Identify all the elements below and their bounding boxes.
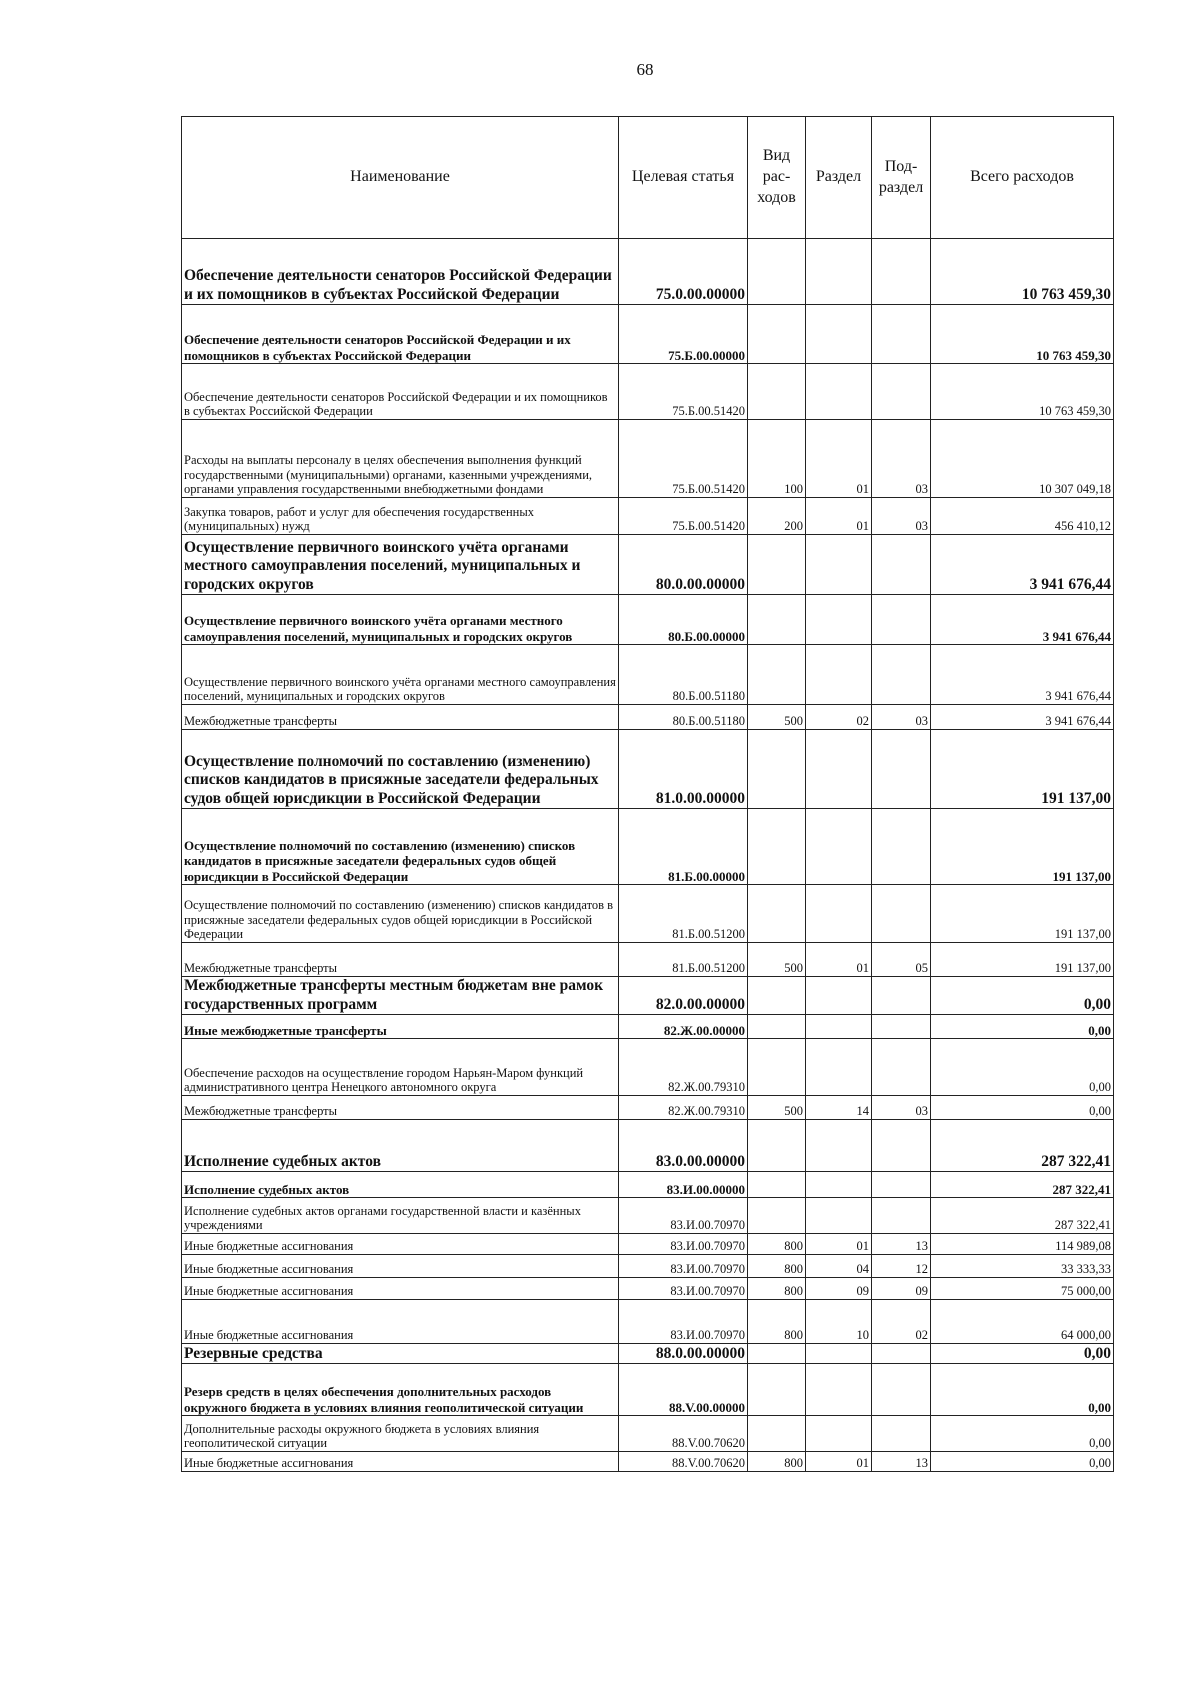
cell-section (806, 977, 872, 1015)
cell-code: 75.Б.00.51420 (619, 498, 748, 535)
cell-name: Иные бюджетные ассигнования (182, 1300, 619, 1344)
cell-name: Исполнение судебных актов (182, 1120, 619, 1172)
header-subsection: Под-раздел (872, 117, 931, 239)
table-row (182, 1278, 1114, 1300)
header-expense-type: Вид рас-ходов (748, 117, 806, 239)
cell-expense-type (748, 977, 806, 1015)
header-total: Всего расходов (931, 117, 1114, 239)
cell-expense-type: 800 (748, 1234, 806, 1255)
cell-expense-type (748, 1120, 806, 1172)
cell-section (806, 730, 872, 809)
cell-section (806, 1039, 872, 1096)
cell-code: 80.Б.00.51180 (619, 705, 748, 730)
cell-expense-type (748, 1198, 806, 1234)
cell-total: 0,00 (931, 1015, 1114, 1039)
table-row (182, 1120, 1114, 1172)
cell-section: 01 (806, 420, 872, 498)
cell-expense-type: 800 (748, 1452, 806, 1472)
cell-total: 287 322,41 (931, 1120, 1114, 1172)
cell-subsection (872, 645, 931, 705)
cell-subsection (872, 1015, 931, 1039)
table-row (182, 730, 1114, 809)
cell-expense-type (748, 1344, 806, 1364)
cell-expense-type: 800 (748, 1300, 806, 1344)
cell-subsection (872, 977, 931, 1015)
cell-code: 80.0.00.00000 (619, 535, 748, 595)
table-row (182, 1234, 1114, 1255)
table-row (182, 705, 1114, 730)
cell-expense-type: 500 (748, 943, 806, 977)
table-row (182, 1172, 1114, 1198)
cell-section: 01 (806, 1452, 872, 1472)
table-row (182, 1416, 1114, 1452)
cell-name: Обеспечение расходов на осуществление городом Нарьян-Маром функций административного центра Ненецкого автономного округа (182, 1039, 619, 1096)
cell-subsection (872, 239, 931, 305)
cell-subsection: 05 (872, 943, 931, 977)
table-row (182, 239, 1114, 305)
cell-code: 81.Б.00.51200 (619, 885, 748, 943)
cell-expense-type: 800 (748, 1255, 806, 1278)
cell-name: Расходы на выплаты персоналу в целях обеспечения выполнения функций государственными (муниципальными) органами, казенными учреждениями, органами управления государственными внебюджетными фондами (182, 420, 619, 498)
cell-expense-type (748, 535, 806, 595)
cell-expense-type (748, 645, 806, 705)
table-row (182, 498, 1114, 535)
cell-subsection: 03 (872, 420, 931, 498)
cell-section: 14 (806, 1096, 872, 1120)
budget-table (181, 116, 1114, 1472)
cell-total: 191 137,00 (931, 885, 1114, 943)
cell-subsection (872, 730, 931, 809)
cell-code: 83.И.00.70970 (619, 1234, 748, 1255)
cell-total: 456 410,12 (931, 498, 1114, 535)
cell-code: 82.Ж.00.79310 (619, 1039, 748, 1096)
cell-section (806, 595, 872, 645)
cell-subsection: 09 (872, 1278, 931, 1300)
table-row (182, 364, 1114, 420)
cell-name: Обеспечение деятельности сенаторов Российской Федерации и их помощников в субъектах Российской Федерации (182, 239, 619, 305)
cell-section (806, 1015, 872, 1039)
header-row (182, 117, 1114, 239)
cell-total: 0,00 (931, 1096, 1114, 1120)
cell-total: 10 763 459,30 (931, 305, 1114, 364)
cell-total: 3 941 676,44 (931, 645, 1114, 705)
cell-total: 0,00 (931, 1039, 1114, 1096)
cell-code: 75.Б.00.51420 (619, 364, 748, 420)
cell-total: 10 763 459,30 (931, 364, 1114, 420)
cell-expense-type (748, 1172, 806, 1198)
cell-subsection: 03 (872, 705, 931, 730)
cell-section (806, 305, 872, 364)
cell-code: 80.Б.00.51180 (619, 645, 748, 705)
header-target-article: Целевая статья (619, 117, 748, 239)
cell-code: 83.И.00.70970 (619, 1278, 748, 1300)
cell-name: Обеспечение деятельности сенаторов Российской Федерации и их помощников в субъектах Российской Федерации (182, 305, 619, 364)
cell-code: 75.Б.00.51420 (619, 420, 748, 498)
cell-name: Межбюджетные трансферты (182, 943, 619, 977)
cell-name: Межбюджетные трансферты местным бюджетам вне рамок государственных программ (182, 977, 619, 1015)
cell-subsection (872, 364, 931, 420)
cell-expense-type: 500 (748, 705, 806, 730)
cell-name: Осуществление первичного воинского учёта органами местного самоуправления поселений, муниципальных и городских округов (182, 645, 619, 705)
cell-section (806, 885, 872, 943)
cell-subsection (872, 595, 931, 645)
cell-code: 82.0.00.00000 (619, 977, 748, 1015)
cell-section (806, 239, 872, 305)
cell-subsection: 03 (872, 1096, 931, 1120)
cell-expense-type (748, 364, 806, 420)
cell-total: 10 307 049,18 (931, 420, 1114, 498)
cell-name: Иные межбюджетные трансферты (182, 1015, 619, 1039)
table-row (182, 305, 1114, 364)
cell-total: 191 137,00 (931, 943, 1114, 977)
cell-name: Осуществление первичного воинского учёта органами местного самоуправления поселений, муниципальных и городских округов (182, 535, 619, 595)
cell-expense-type: 200 (748, 498, 806, 535)
cell-code: 75.0.00.00000 (619, 239, 748, 305)
cell-code: 82.Ж.00.00000 (619, 1015, 748, 1039)
cell-name: Иные бюджетные ассигнования (182, 1278, 619, 1300)
cell-code: 81.Б.00.51200 (619, 943, 748, 977)
cell-expense-type (748, 1364, 806, 1416)
cell-code: 83.И.00.70970 (619, 1255, 748, 1278)
cell-total: 64 000,00 (931, 1300, 1114, 1344)
table-row (182, 809, 1114, 885)
cell-expense-type (748, 595, 806, 645)
table-row (182, 977, 1114, 1015)
cell-code: 83.0.00.00000 (619, 1120, 748, 1172)
cell-code: 88.V.00.70620 (619, 1416, 748, 1452)
cell-expense-type: 100 (748, 420, 806, 498)
table-row (182, 1452, 1114, 1472)
cell-name: Межбюджетные трансферты (182, 1096, 619, 1120)
cell-expense-type (748, 305, 806, 364)
cell-code: 75.Б.00.00000 (619, 305, 748, 364)
cell-subsection (872, 885, 931, 943)
cell-total: 287 322,41 (931, 1172, 1114, 1198)
cell-code: 88.V.00.00000 (619, 1364, 748, 1416)
table-row (182, 1198, 1114, 1234)
cell-total: 3 941 676,44 (931, 595, 1114, 645)
page-number: 68 (636, 60, 654, 79)
cell-subsection: 12 (872, 1255, 931, 1278)
table-row (182, 420, 1114, 498)
cell-section: 02 (806, 705, 872, 730)
cell-subsection (872, 1120, 931, 1172)
cell-expense-type (748, 1416, 806, 1452)
cell-name: Иные бюджетные ассигнования (182, 1234, 619, 1255)
cell-subsection: 13 (872, 1452, 931, 1472)
cell-name: Резерв средств в целях обеспечения дополнительных расходов окружного бюджета в условиях влияния геополитической ситуации (182, 1364, 619, 1416)
cell-name: Дополнительные расходы окружного бюджета в условиях влияния геополитической ситуации (182, 1416, 619, 1452)
cell-section: 09 (806, 1278, 872, 1300)
cell-subsection (872, 809, 931, 885)
cell-total: 0,00 (931, 977, 1114, 1015)
cell-total: 191 137,00 (931, 809, 1114, 885)
cell-name: Межбюджетные трансферты (182, 705, 619, 730)
cell-total: 10 763 459,30 (931, 239, 1114, 305)
cell-total: 3 941 676,44 (931, 705, 1114, 730)
cell-total: 33 333,33 (931, 1255, 1114, 1278)
cell-total: 191 137,00 (931, 730, 1114, 809)
cell-name: Осуществление полномочий по составлению (изменению) списков кандидатов в присяжные заседатели федеральных судов общей юрисдикции в Российской Федерации (182, 885, 619, 943)
cell-expense-type: 800 (748, 1278, 806, 1300)
cell-section: 01 (806, 1234, 872, 1255)
cell-name: Резервные средства (182, 1344, 619, 1364)
cell-expense-type (748, 809, 806, 885)
cell-section (806, 1120, 872, 1172)
cell-expense-type (748, 730, 806, 809)
cell-expense-type (748, 1039, 806, 1096)
cell-subsection (872, 1172, 931, 1198)
cell-expense-type (748, 239, 806, 305)
table-row (182, 1015, 1114, 1039)
cell-section (806, 1364, 872, 1416)
cell-name: Иные бюджетные ассигнования (182, 1452, 619, 1472)
table-row (182, 1096, 1114, 1120)
table-row (182, 1344, 1114, 1364)
table-row (182, 1255, 1114, 1278)
cell-total: 0,00 (931, 1364, 1114, 1416)
header-section: Раздел (806, 117, 872, 239)
cell-section: 10 (806, 1300, 872, 1344)
cell-code: 81.Б.00.00000 (619, 809, 748, 885)
cell-subsection (872, 1198, 931, 1234)
cell-section (806, 1172, 872, 1198)
cell-section: 01 (806, 943, 872, 977)
cell-expense-type (748, 1015, 806, 1039)
cell-name: Осуществление полномочий по составлению (изменению) списков кандидатов в присяжные заседатели федеральных судов общей юрисдикции в Российской Федерации (182, 809, 619, 885)
header-name: Наименование (182, 117, 619, 239)
cell-name: Обеспечение деятельности сенаторов Российской Федерации и их помощников в субъектах Российской Федерации (182, 364, 619, 420)
cell-section: 04 (806, 1255, 872, 1278)
cell-subsection (872, 305, 931, 364)
cell-name: Осуществление полномочий по составлению (изменению) списков кандидатов в присяжные заседатели федеральных судов общей юрисдикции в Российской Федерации (182, 730, 619, 809)
cell-total: 0,00 (931, 1344, 1114, 1364)
cell-code: 82.Ж.00.79310 (619, 1096, 748, 1120)
cell-code: 83.И.00.70970 (619, 1300, 748, 1344)
cell-code: 83.И.00.00000 (619, 1172, 748, 1198)
table-row (182, 885, 1114, 943)
cell-total: 75 000,00 (931, 1278, 1114, 1300)
cell-section (806, 364, 872, 420)
cell-code: 88.0.00.00000 (619, 1344, 748, 1364)
cell-subsection: 13 (872, 1234, 931, 1255)
cell-total: 0,00 (931, 1452, 1114, 1472)
table-row (182, 1364, 1114, 1416)
cell-subsection: 02 (872, 1300, 931, 1344)
table-row (182, 1300, 1114, 1344)
cell-total: 3 941 676,44 (931, 535, 1114, 595)
cell-name: Закупка товаров, работ и услуг для обеспечения государственных (муниципальных) нужд (182, 498, 619, 535)
cell-name: Исполнение судебных актов органами государственной власти и казённых учреждениями (182, 1198, 619, 1234)
cell-total: 0,00 (931, 1416, 1114, 1452)
cell-code: 83.И.00.70970 (619, 1198, 748, 1234)
cell-section (806, 809, 872, 885)
cell-code: 81.0.00.00000 (619, 730, 748, 809)
cell-name: Иные бюджетные ассигнования (182, 1255, 619, 1278)
cell-name: Исполнение судебных актов (182, 1172, 619, 1198)
cell-section (806, 645, 872, 705)
cell-code: 88.V.00.70620 (619, 1452, 748, 1472)
table-row (182, 535, 1114, 595)
table-row (182, 943, 1114, 977)
cell-section: 01 (806, 498, 872, 535)
table-row (182, 595, 1114, 645)
cell-subsection (872, 1344, 931, 1364)
cell-subsection (872, 535, 931, 595)
cell-total: 114 989,08 (931, 1234, 1114, 1255)
cell-code: 80.Б.00.00000 (619, 595, 748, 645)
table-row (182, 1039, 1114, 1096)
cell-section (806, 1198, 872, 1234)
table-row (182, 645, 1114, 705)
cell-subsection: 03 (872, 498, 931, 535)
cell-section (806, 535, 872, 595)
cell-name: Осуществление первичного воинского учёта органами местного самоуправления поселений, муниципальных и городских округов (182, 595, 619, 645)
cell-expense-type (748, 885, 806, 943)
cell-subsection (872, 1039, 931, 1096)
cell-total: 287 322,41 (931, 1198, 1114, 1234)
cell-subsection (872, 1364, 931, 1416)
cell-subsection (872, 1416, 931, 1452)
cell-expense-type: 500 (748, 1096, 806, 1120)
cell-section (806, 1416, 872, 1452)
cell-section (806, 1344, 872, 1364)
table-body (182, 239, 1114, 1472)
